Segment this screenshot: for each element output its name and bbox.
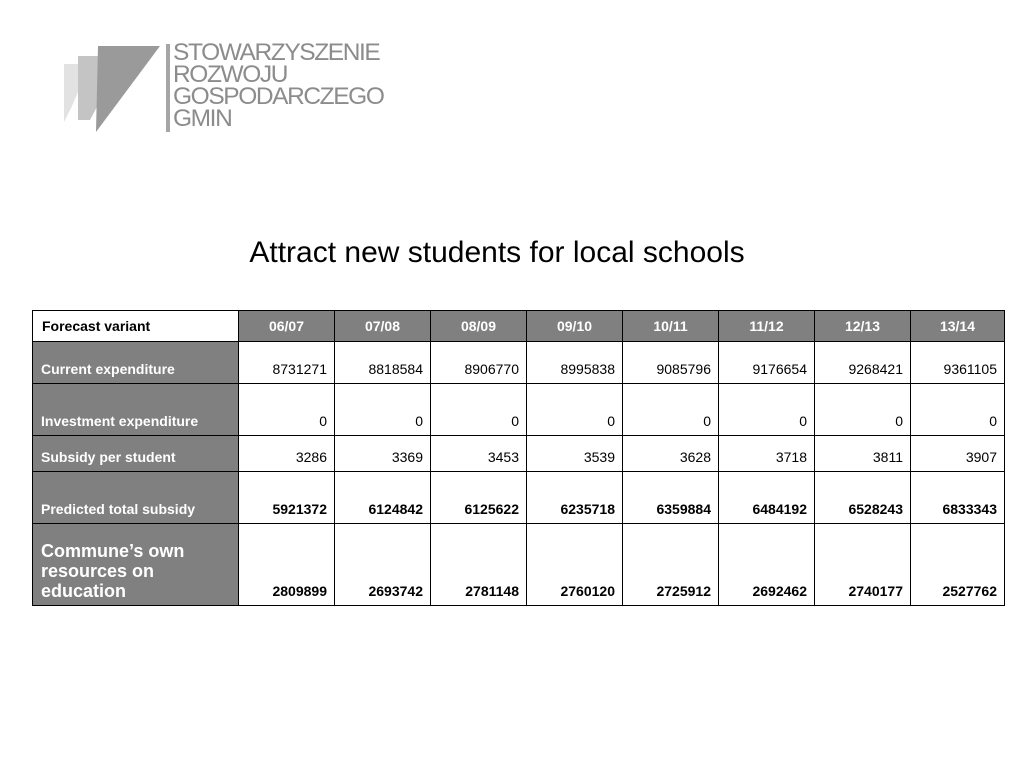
table-cell: 0 xyxy=(239,384,335,436)
table-cell: 3811 xyxy=(815,436,911,472)
table-cell: 3539 xyxy=(527,436,623,472)
row-label: Commune’s own resources on education xyxy=(33,524,239,606)
table-cell: 0 xyxy=(335,384,431,436)
table-cell: 6484192 xyxy=(719,472,815,524)
table-cell: 2692462 xyxy=(719,524,815,606)
column-header: 08/09 xyxy=(431,311,527,342)
table-cell: 9361105 xyxy=(911,342,1005,384)
page-title: Attract new students for local schools xyxy=(249,236,745,269)
table-cell: 0 xyxy=(623,384,719,436)
table-cell: 8906770 xyxy=(431,342,527,384)
table-cell: 3628 xyxy=(623,436,719,472)
row-label: Subsidy per student xyxy=(33,436,239,472)
table-cell: 0 xyxy=(527,384,623,436)
column-header: 13/14 xyxy=(911,311,1005,342)
table-cell: 8995838 xyxy=(527,342,623,384)
table-cell: 8818584 xyxy=(335,342,431,384)
table-row xyxy=(33,384,1005,436)
table-cell: 3369 xyxy=(335,436,431,472)
table-cell: 3453 xyxy=(431,436,527,472)
column-header: 07/08 xyxy=(335,311,431,342)
column-header: 06/07 xyxy=(239,311,335,342)
table-row xyxy=(33,524,1005,606)
column-header: 10/11 xyxy=(623,311,719,342)
table-cell: 2740177 xyxy=(815,524,911,606)
table-cell: 6124842 xyxy=(335,472,431,524)
column-header: 09/10 xyxy=(527,311,623,342)
table-cell: 3718 xyxy=(719,436,815,472)
table-cell: 6235718 xyxy=(527,472,623,524)
row-label: Investment expenditure xyxy=(33,384,239,436)
table-cell: 6359884 xyxy=(623,472,719,524)
table-cell: 6125622 xyxy=(431,472,527,524)
row-label: Current expenditure xyxy=(33,342,239,384)
table-cell: 9085796 xyxy=(623,342,719,384)
logo-emblem xyxy=(62,42,172,134)
header-row xyxy=(33,311,1005,342)
organization-logo xyxy=(62,39,402,138)
table-cell: 2725912 xyxy=(623,524,719,606)
table-row xyxy=(33,342,1005,384)
logo-line: GMIN xyxy=(173,105,232,132)
table-cell: 9176654 xyxy=(719,342,815,384)
corner-header: Forecast variant xyxy=(33,311,239,342)
table-cell: 9268421 xyxy=(815,342,911,384)
table-cell: 3286 xyxy=(239,436,335,472)
column-header: 11/12 xyxy=(719,311,815,342)
table-cell: 2809899 xyxy=(239,524,335,606)
table-cell: 0 xyxy=(719,384,815,436)
table-cell: 0 xyxy=(815,384,911,436)
forecast-table xyxy=(32,310,1005,606)
column-header: 12/13 xyxy=(815,311,911,342)
logo-divider-bar xyxy=(166,44,170,132)
table-cell: 3907 xyxy=(911,436,1005,472)
logo-stripe-dark xyxy=(96,46,160,132)
table-row xyxy=(33,472,1005,524)
table-cell: 2781148 xyxy=(431,524,527,606)
table-row xyxy=(33,436,1005,472)
table-cell: 6528243 xyxy=(815,472,911,524)
table-cell: 0 xyxy=(431,384,527,436)
table-cell: 2527762 xyxy=(911,524,1005,606)
table-cell: 2693742 xyxy=(335,524,431,606)
table-cell: 5921372 xyxy=(239,472,335,524)
logo-line: GOSPODARCZEGO xyxy=(173,83,384,110)
table-cell: 8731271 xyxy=(239,342,335,384)
logo-wordmark xyxy=(173,39,384,132)
row-label: Predicted total subsidy xyxy=(33,472,239,524)
logo-line: ROZWOJU xyxy=(173,61,288,88)
table-cell: 6833343 xyxy=(911,472,1005,524)
table-cell: 0 xyxy=(911,384,1005,436)
table-cell: 2760120 xyxy=(527,524,623,606)
logo-line: STOWARZYSZENIE xyxy=(173,39,380,66)
